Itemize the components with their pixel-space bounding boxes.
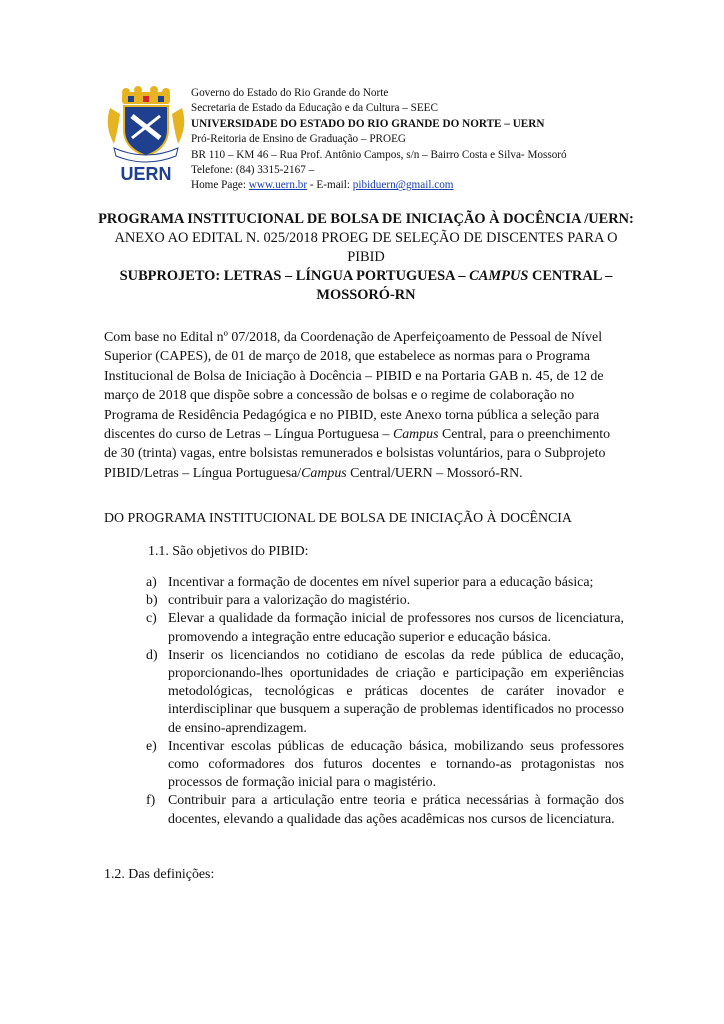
list-item [146,574,624,592]
list-item [146,792,624,828]
letterhead-government: Governo do Estado do Rio Grande do Norte [191,87,389,99]
list-item-text: Incentivar a formação de docentes em nível superior para a educação básica; [168,575,594,590]
intro-paragraph [104,328,624,483]
subproject-title-b: CENTRAL – MOSSORÓ-RN [316,268,613,303]
letterhead-phone: Telefone: (84) 3315-2167 – [191,164,315,177]
section-heading: DO PROGRAMA INSTITUCIONAL DE BOLSA DE INICIAÇÃO À DOCÊNCIA [104,511,572,526]
program-title: PROGRAMA INSTITUCIONAL DE BOLSA DE INICIAÇÃO À DOCÊNCIA /UERN: [98,211,634,227]
crown-icon [122,86,170,104]
list-item-text: Incentivar escolas públicas de educação básica, mobilizando seus professores como coformadores dos futuros docentes e tornando-as protagonistas nos processos de formação inicial para o magistério. [168,738,624,791]
annex-title: ANEXO AO EDITAL N. 025/2018 PROEG DE SELEÇÃO DE DISCENTES PARA O PIBID [114,230,618,265]
subproject-title-a: SUBPROJETO: LETRAS – LÍNGUA PORTUGUESA – [119,268,470,284]
list-item-text: Contribuir para a articulação entre teoria e prática necessárias à formação dos docentes, elevando a qualidade das ações acadêmicas nos cursos de licenciatura. [168,793,624,827]
list-marker: e) [146,738,157,754]
list-item-text: Elevar a qualidade da formação inicial de professores nos cursos de licenciatura, promovendo a integração entre educação superior e educação básica. [168,611,624,645]
homepage-label: Home Page: [191,179,249,192]
letterhead-contacts [191,178,567,193]
intro-part1: Com base no Edital nº 07/2018, da Coordenação de Aperfeiçoamento de Pessoal de Nível Superior (CAPES), de 01 de março de 2018, que estabelece as normas para o Programa Institucional de Bolsa de Iniciação à Docência – PIBID e na Portaria GAB n. 45, de 12 de março de 2018 que dispõe sobre a concessão de bolsas e o regime de colaboração no Programa de Residência Pedagógica e no PIBID, este Anexo torna pública a seleção para discentes do curso de Letras – Língua Portuguesa – [104,330,604,443]
list-item [146,592,624,610]
letterhead-university: UNIVERSIDADE DO ESTADO DO RIO GRANDE DO NORTE – UERN [191,117,545,130]
email-link[interactable]: pibiduern@gmail.com [352,179,454,192]
list-item-text: Inserir os licenciandos no cotidiano de escolas da rede pública de educação, proporcionando-lhes oportunidades de criação e participação em experiências metodológicas, tecnológicas e práticas docentes de caráter inovador e interdisciplinar que busquem a superação de problemas identificados no processo de ensino-aprendizagem. [168,647,624,736]
document-title [96,210,636,305]
list-item-text: contribuir para a valorização do magistério. [168,593,411,609]
intro-part2: Central, para o preenchimento de 30 (trinta) vagas, entre bolsistas remunerados e bolsistas voluntários, para o Subprojeto PIBID/Letras – Língua Portuguesa/ [104,427,611,481]
list-marker: b) [146,593,158,609]
list-item [146,647,624,738]
letterhead-secretariat: Secretaria de Estado da Educação e da Cultura – SEEC [191,102,438,115]
intro-part3: Central/UERN – Mossoró-RN. [346,465,523,481]
homepage-link[interactable]: www.uern.br [248,179,308,192]
logo-wordmark: UERN [120,164,172,182]
subproject-title-campus: CAMPUS [469,268,529,284]
subproject-title [96,267,636,305]
letterhead-address: BR 110 – KM 46 – Rua Prof. Antônio Campos, s/n – Bairro Costa e Silva- Mossoró [191,148,567,161]
uern-logo [104,86,188,182]
list-item [146,738,624,793]
intro-campus2: Campus [301,465,347,481]
list-marker: c) [146,611,157,627]
email-label: - E-mail: [307,179,353,192]
objectives-list [146,574,624,829]
list-marker: f) [146,793,156,809]
list-marker: d) [146,647,158,663]
list-item [146,610,624,646]
objectives-heading: 1.1. São objetivos do PIBID: [148,544,309,559]
definitions-heading: 1.2. Das definições: [104,867,215,882]
list-marker: a) [146,575,157,590]
intro-campus1: Campus [392,427,439,443]
letterhead [191,86,567,194]
letterhead-proreitoria: Pró-Reitoria de Ensino de Graduação – PROEG [191,133,406,146]
